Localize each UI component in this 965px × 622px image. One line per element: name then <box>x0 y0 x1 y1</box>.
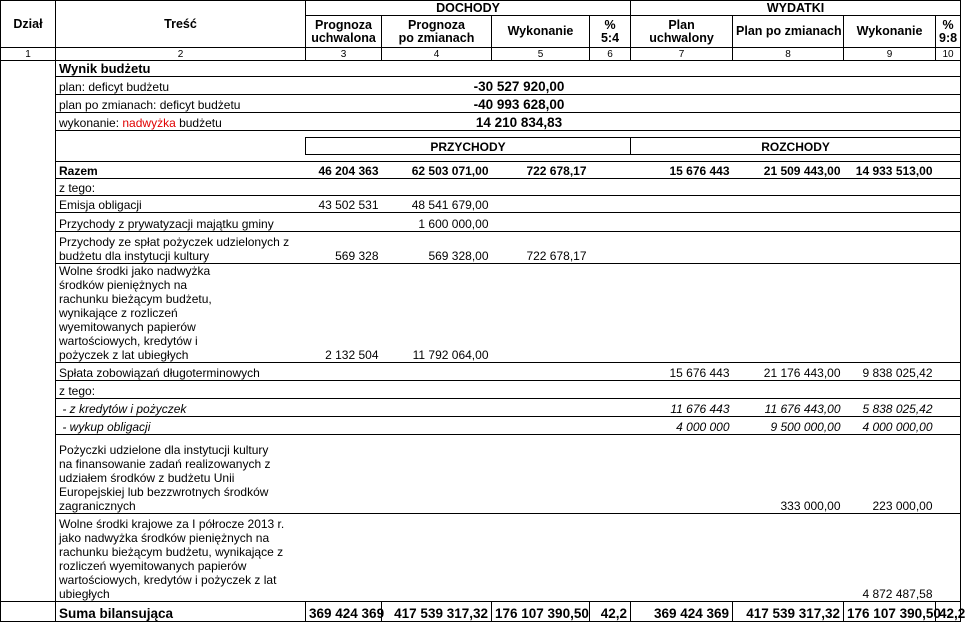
col-number: 9 <box>844 48 936 61</box>
header-dzial: Dział <box>1 1 56 48</box>
pozyczki-label: Pożyczki udzielone dla instytucji kultury na finansowanie zadań realizowanych z udziałem środków z budżetu Unii Europejskiej lub bezzwrotnych środków zagranicznych <box>56 435 306 514</box>
row-wolne-krajowe <box>1 514 961 602</box>
suma-v3: 369 424 369 <box>306 602 382 622</box>
wykup-v7: 4 000 000 <box>631 417 733 435</box>
wykup-v8: 9 500 000,00 <box>733 417 844 435</box>
razem-v5: 722 678,17 <box>492 162 590 179</box>
wykup-label: - wykup obligacji <box>56 417 306 435</box>
row-emisja <box>1 196 961 213</box>
razem-v4: 62 503 071,00 <box>382 162 492 179</box>
razem-label: Razem <box>56 162 306 179</box>
kredyty-v8: 11 676 443,00 <box>733 399 844 417</box>
krajowe-v9: 4 872 487,58 <box>844 514 936 602</box>
splaty-v5: 722 678,17 <box>492 232 590 264</box>
splaty-label: Przychody ze spłat pożyczek udzielonych z budżetu dla instytucji kultury <box>56 232 306 264</box>
emisja-v4: 48 541 679,00 <box>382 196 492 213</box>
wolne-v3: 2 132 504 <box>306 264 382 363</box>
ztego-label: z tego: <box>56 381 306 399</box>
header-pct-dochody: % 5:4 <box>590 16 631 48</box>
row-prywatyzacja <box>1 213 961 232</box>
razem-v8: 21 509 443,00 <box>733 162 844 179</box>
wynik-title-row <box>1 61 961 77</box>
prywatyzacja-v4: 1 600 000,00 <box>382 213 492 232</box>
row-kredyty <box>1 399 961 417</box>
wynik-wyk-label: wykonanie: nadwyżka budżetu <box>56 113 306 131</box>
wolne-v4: 11 792 064,00 <box>382 264 492 363</box>
kredyty-v9: 5 838 025,42 <box>844 399 936 417</box>
row-splaty <box>1 232 961 264</box>
col-number: 4 <box>382 48 492 61</box>
razem-v3: 46 204 363 <box>306 162 382 179</box>
splata-v7: 15 676 443 <box>631 363 733 381</box>
row-wykup <box>1 417 961 435</box>
header-plan-uchwalony: Plan uchwalony <box>631 16 733 48</box>
header-pct-wydatki: % 9:8 <box>936 16 961 48</box>
col-number: 7 <box>631 48 733 61</box>
splaty-v3: 569 328 <box>306 232 382 264</box>
row-suma <box>1 602 961 622</box>
header-tresc: Treść <box>56 1 306 48</box>
suma-v10: 42,2 <box>936 602 961 622</box>
wynik-plan-label: plan: deficyt budżetu <box>56 77 306 95</box>
suma-v9: 176 107 390,50 <box>844 602 936 622</box>
razem-v7: 15 676 443 <box>631 162 733 179</box>
wynik-title: Wynik budżetu <box>56 61 961 77</box>
col-number: 3 <box>306 48 382 61</box>
ztego-label: z tego: <box>56 179 306 196</box>
suma-v7: 369 424 369 <box>631 602 733 622</box>
section-przychody: PRZYCHODY <box>306 138 631 155</box>
header-dochody: DOCHODY <box>306 1 631 16</box>
row-ztego-1 <box>1 179 961 196</box>
header-prognoza-po-zmianach: Prognoza po zmianach <box>382 16 492 48</box>
row-pozyczki <box>1 435 961 514</box>
header-wydatki: WYDATKI <box>631 1 961 16</box>
column-numbers-row <box>1 48 961 61</box>
suma-v4: 417 539 317,32 <box>382 602 492 622</box>
row-splata <box>1 363 961 381</box>
col-number: 6 <box>590 48 631 61</box>
wynik-plan-value: -30 527 920,00 <box>306 77 733 95</box>
suma-v6: 42,2 <box>590 602 631 622</box>
pozyczki-v9: 223 000,00 <box>844 435 936 514</box>
splata-v9: 9 838 025,42 <box>844 363 936 381</box>
wynik-zm-row <box>1 95 961 113</box>
splata-label: Spłata zobowiązań długoterminowych <box>56 363 306 381</box>
razem-v9: 14 933 513,00 <box>844 162 936 179</box>
col-number: 2 <box>56 48 306 61</box>
wynik-plan-row <box>1 77 961 95</box>
wolne-label: Wolne środki jako nadwyżka środków pieniężnych na rachunku bieżącym budżetu, wynikające z rozliczeń wyemitowanych papierów wartościowych, kredytów i pożyczek z lat ubiegłych <box>56 264 306 363</box>
suma-v5: 176 107 390,50 <box>492 602 590 622</box>
emisja-label: Emisja obligacji <box>56 196 306 213</box>
col-number: 1 <box>1 48 56 61</box>
wynik-wyk-row <box>1 113 961 131</box>
wynik-wyk-value: 14 210 834,83 <box>306 113 733 131</box>
row-wolne-srodki <box>1 264 961 363</box>
header-plan-po-zmianach: Plan po zmianach <box>733 16 844 48</box>
krajowe-label: Wolne środki krajowe za I półrocze 2013 r. jako nadwyżka środków pieniężnych na rachunku bieżącym budżetu, wynikające z rozliczeń wyemitowanych papierów wartościowych, kredytów i pożyczek z lat ubiegłych <box>56 514 306 602</box>
splaty-v4: 569 328,00 <box>382 232 492 264</box>
prywatyzacja-label: Przychody z prywatyzacji majątku gminy <box>56 213 306 232</box>
row-razem <box>1 162 961 179</box>
emisja-v3: 43 502 531 <box>306 196 382 213</box>
wykup-v9: 4 000 000,00 <box>844 417 936 435</box>
kredyty-label: - z kredytów i pożyczek <box>56 399 306 417</box>
section-header-row <box>1 138 961 155</box>
wynik-zm-label: plan po zmianach: deficyt budżetu <box>56 95 306 113</box>
splata-v8: 21 176 443,00 <box>733 363 844 381</box>
kredyty-v7: 11 676 443 <box>631 399 733 417</box>
row-ztego-2 <box>1 381 961 399</box>
col-number: 10 <box>936 48 961 61</box>
section-rozchody: ROZCHODY <box>631 138 961 155</box>
suma-label: Suma bilansująca <box>56 602 306 622</box>
suma-v8: 417 539 317,32 <box>733 602 844 622</box>
header-wykonanie-dochody: Wykonanie <box>492 16 590 48</box>
pozyczki-v8: 333 000,00 <box>733 435 844 514</box>
wynik-zm-value: -40 993 628,00 <box>306 95 733 113</box>
col-number: 5 <box>492 48 590 61</box>
header-wykonanie-wydatki: Wykonanie <box>844 16 936 48</box>
header-prognoza-uchwalona: Prognoza uchwalona <box>306 16 382 48</box>
col-number: 8 <box>733 48 844 61</box>
nadwyzka-highlight: nadwyżka <box>122 116 176 130</box>
